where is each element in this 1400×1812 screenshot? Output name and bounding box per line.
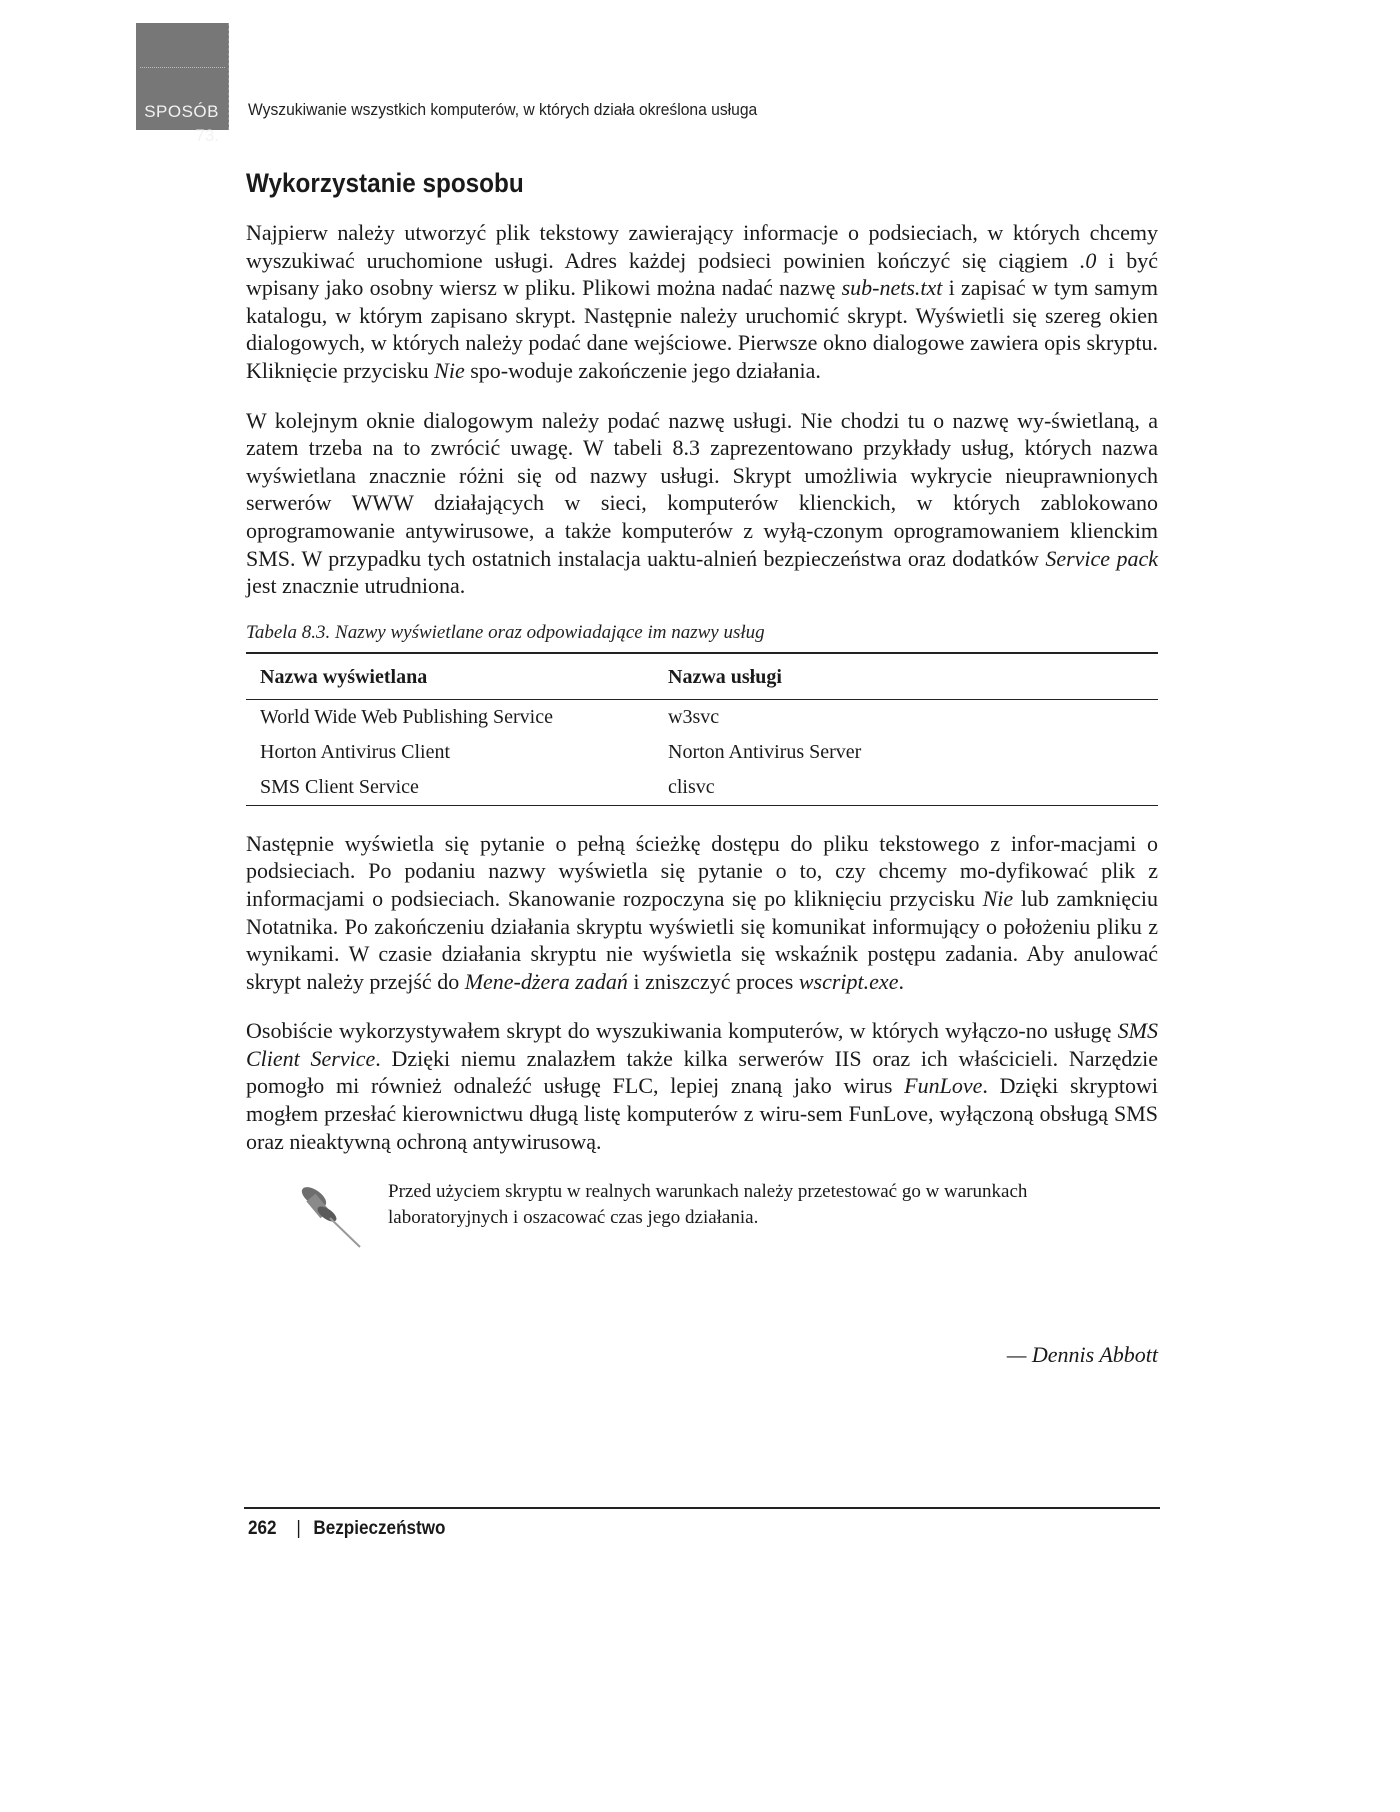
table-cell: World Wide Web Publishing Service — [260, 705, 553, 728]
tab-number: 73. — [195, 126, 219, 145]
table-header-row — [246, 653, 1158, 700]
table-cell: w3svc — [668, 705, 720, 728]
paragraph-2: W kolejnym oknie dialogowym należy podać nazwę usługi. Nie chodzi tu o nazwę wy-świetlaną, a zatem trzeba na to zwrócić uwagę. W tabeli 8.3 zaprezentowano przykłady usług, których nazwa wyświetlana znacznie różni się od nazwy usługi. Skrypt umożliwia wykrycie nieuprawnionych serwerów WWW działających w sieci, komputerów klienckich, w których zablokowano oprogramowanie antywirusowe, a także komputerów z wyłą-czonym oprogramowaniem klienckim SMS. W przypadku tych ostatnich instalacja uaktu-alnień bezpieczeństwa oraz dodatków Service pack jest znacznie utrudniona. — [246, 407, 1158, 599]
table-cell: SMS Client Service — [246, 770, 654, 806]
chapter-tab — [136, 23, 229, 145]
table-row — [246, 699, 1158, 735]
note-text: Przed użyciem skryptu w realnych warunkach należy przetestować go w warunkach laboratoryjnych i oszacować czas jego działania. — [388, 1181, 1028, 1229]
table-caption: Tabela 8.3. Nazwy wyświetlane oraz odpowiadające im nazwy usług — [246, 621, 765, 643]
page-footer — [248, 1518, 445, 1540]
running-title: Wyszukiwanie wszystkich komputerów, w których działa określona usługa — [248, 100, 758, 119]
signature: — Dennis Abbott — [1006, 1342, 1158, 1367]
table-row — [246, 770, 1158, 806]
main-content — [246, 160, 1158, 1267]
table-row — [246, 735, 1158, 770]
section-heading: Wykorzystanie sposobu — [246, 168, 524, 198]
footer-section: Bezpieczeństwo — [313, 1518, 446, 1539]
pushpin-icon — [294, 1181, 364, 1251]
table-cell: Norton Antivirus Server — [668, 740, 862, 763]
page-number: 262 — [248, 1518, 277, 1539]
tab-divider — [140, 67, 225, 68]
column-header: Nazwa usługi — [654, 653, 1158, 700]
tab-label: SPOSÓB — [144, 102, 219, 121]
paragraph-3: Następnie wyświetla się pytanie o pełną ścieżkę dostępu do pliku tekstowego z infor-macjami o podsieciach. Po podaniu nazwy wyświetla się pytanie o to, czy chcemy mo-dyfikować plik z informacjami o podsieciach. Skanowanie rozpoczyna się po kliknięciu przycisku Nie lub zamknięciu Notatnika. Po zakończeniu działania skryptu wyświetli się komunikat informujący o położeniu pliku z wynikami. W czasie działania skryptu nie wyświetla się wskaźnik postępu zadania. Aby anulować skrypt należy przejść do Mene-dżera zadań i zniszczyć proces wscript.exe. — [246, 830, 1158, 994]
footer-rule — [244, 1507, 1160, 1509]
tab-edge — [228, 23, 229, 130]
paragraph-1: Najpierw należy utworzyć plik tekstowy zawierający informacje o podsieciach, w których chcemy wyszukiwać uruchomione usługi. Adres każdej podsieci powinien kończyć się ciągiem .0 i być wpisany jako osobny wiersz w pliku. Plikowi można nadać nazwę sub-nets.txt i zapisać w tym samym katalogu, w którym zapisano skrypt. Następnie należy uruchomić skrypt. Wyświetli się szereg okien dialogowych, w których należy podać dane wejściowe. Pierwsze okno dialogowe zawiera opis skryptu. Kliknięcie przycisku Nie spo-woduje zakończenie jego działania. — [246, 220, 1158, 383]
table-cell: clisvc — [654, 770, 1158, 806]
footer-separator: | — [296, 1518, 301, 1539]
service-names-table — [246, 652, 1158, 806]
column-header: Nazwa wyświetlana — [246, 653, 654, 700]
paragraph-4: Osobiście wykorzystywałem skrypt do wyszukiwania komputerów, w których wyłączo-no usługę SMS Client Service. Dzięki niemu znalazłem także kilka serwerów IIS oraz ich właścicieli. Narzędzie pomogło mi również odnaleźć usługę FLC, lepiej znaną jako wirus FunLove. Dzięki skryptowi mogłem przesłać kierownictwu długą listę komputerów z wiru-sem FunLove, wyłączoną obsługą SMS oraz nieaktywną ochroną antywirusową. — [246, 1018, 1159, 1154]
tip-note — [246, 1177, 1158, 1267]
table-cell: Horton Antivirus Client — [260, 740, 450, 763]
